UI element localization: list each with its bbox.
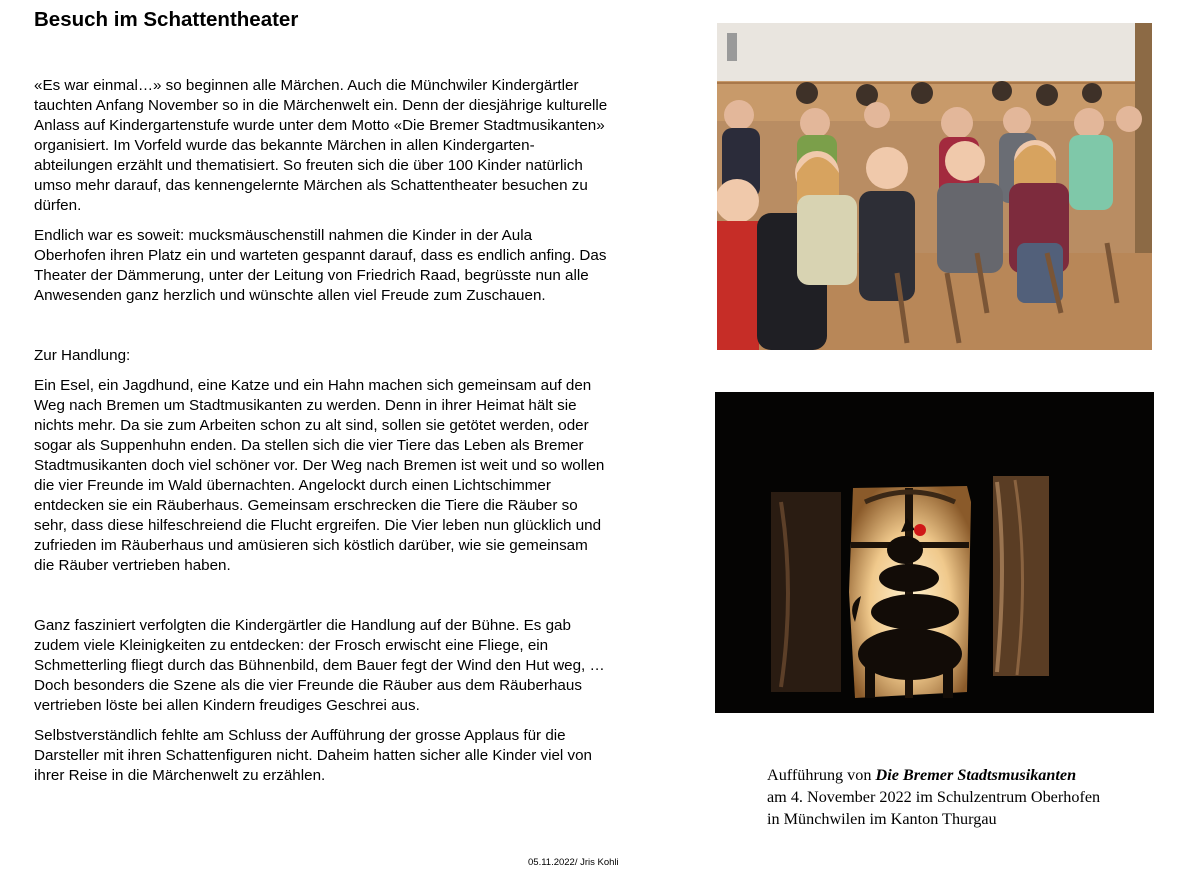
text-line: Endlich war es soweit: mucksmäuschenstill nahmen die Kinder in der Aula bbox=[34, 227, 533, 244]
text-line: sehr, dass diese hilfeschreiend die Flucht ergreifen. Die Vier leben nun glücklich und bbox=[34, 517, 602, 534]
paragraph-closing bbox=[34, 726, 654, 786]
text-line: Stadtmusikanten doch viel schöner vor. Der Weg nach Bremen ist weit und so wollen bbox=[34, 457, 605, 474]
audience-photo-image bbox=[717, 23, 1152, 350]
text-line: organisiert. Im Vorfeld wurde das bekannte Märchen in allen Kindergarten- bbox=[34, 137, 535, 154]
text-line: Doch besonders die Szene als die vier Freunde die Räuber aus dem Räuberhaus bbox=[34, 677, 582, 694]
text-line: Selbstverständlich fehlte am Schluss der Aufführung der grosse Applaus für die bbox=[34, 727, 566, 744]
paragraph-arrival bbox=[34, 226, 654, 306]
text-line: Zur Handlung: bbox=[34, 347, 131, 364]
text-line: die vier Freunde im Wald übernachten. Angelockt durch einen Lichtschimmer bbox=[34, 477, 551, 494]
text-line: die Räuber vertrieben haben. bbox=[34, 557, 231, 574]
caption-line-1 bbox=[767, 764, 1100, 786]
text-line: abteilungen erzählt und thematisiert. So freuten sich die über 100 Kinder natürlich bbox=[34, 157, 583, 174]
text-line: Theater der Dämmerung, unter der Leitung von Friedrich Raad, begrüsste nun alle bbox=[34, 267, 589, 284]
section-heading-plot bbox=[34, 346, 654, 366]
caption-title: Die Bremer Stadtsmusikanten bbox=[875, 766, 1077, 784]
text-line: Schmetterling fliegt durch das Bühnenbild, dem Bauer fegt der Wind den Hut weg, … bbox=[34, 657, 605, 674]
text-line: Anlass auf Kindergartenstufe wurde unter dem Motto «Die Bremer Stadtmusikanten» bbox=[34, 117, 605, 134]
text-line: umso mehr darauf, das kennengelernte Märchen als Schattentheater besuchen zu bbox=[34, 177, 588, 194]
text-line: Ganz fasziniert verfolgten die Kindergärtler die Handlung auf der Bühne. Es gab bbox=[34, 617, 571, 634]
paragraph-fascination bbox=[34, 616, 654, 716]
text-line: Anwesenden ganz herzlich und wünschte allen viel Freude zum Zuschauen. bbox=[34, 287, 546, 304]
footer-date-author: 05.11.2022/ Jris Kohli bbox=[528, 857, 619, 868]
text-line: tauchten Anfang November so in die Märchenwelt ein. Denn der diesjährige kulturelle bbox=[34, 97, 608, 114]
text-line: Oberhofen ihren Platz ein und warteten gespannt darauf, dass es endlich anfing. Das bbox=[34, 247, 607, 264]
text-line: Ein Esel, ein Jagdhund, eine Katze und ein Hahn machen sich gemeinsam auf den bbox=[34, 377, 592, 394]
audience-photo bbox=[717, 23, 1152, 350]
article-title: Besuch im Schattentheater bbox=[34, 8, 299, 31]
text-line: zudem viele Kleinigkeiten zu entdecken: der Frosch erwischt eine Fliege, ein bbox=[34, 637, 549, 654]
text-line: dürfen. bbox=[34, 197, 82, 214]
text-line: nichts mehr. Da sie zum Arbeiten schon zu alt sind, sollen sie getötet werden, oder bbox=[34, 417, 589, 434]
paragraph-plot bbox=[34, 376, 654, 576]
paragraph-intro bbox=[34, 76, 654, 216]
text-line: «Es war einmal…» so beginnen alle Märchen. Auch die Münchwiler Kindergärtler bbox=[34, 77, 579, 94]
text-line: Weg nach Bremen um Stadtmusikanten zu werden. Denn in ihrer Heimat hält sie bbox=[34, 397, 577, 414]
caption-line-2: am 4. November 2022 im Schulzentrum Oberhofen bbox=[767, 788, 1101, 806]
text-line: ihrer Reise in die Märchenwelt zu erzählen. bbox=[34, 767, 326, 784]
caption-line-3: in Münchwilen im Kanton Thurgau bbox=[767, 810, 997, 828]
text-line: sogar als Suppenhuhn enden. Da stellen sich die vier Tiere das Leben als Bremer bbox=[34, 437, 584, 454]
caption-prefix: Aufführung von bbox=[767, 766, 876, 784]
text-line: zufrieden im Räuberhaus und amüsieren sich köstlich darüber, wie sie gemeinsam bbox=[34, 537, 588, 554]
shadow-theatre-photo bbox=[715, 392, 1154, 713]
text-line: vertrieben löste bei allen Kindern freudiges Geschrei aus. bbox=[34, 697, 420, 714]
text-line: entdecken sie ein Räuberhaus. Gemeinsam erschrecken die Tiere die Räuber so bbox=[34, 497, 578, 514]
text-line: Darsteller mit ihren Schattenfiguren nicht. Daheim hatten sicher alle Kinder viel von bbox=[34, 747, 592, 764]
shadow-theatre-image bbox=[715, 392, 1154, 713]
photo-caption bbox=[767, 764, 1100, 830]
